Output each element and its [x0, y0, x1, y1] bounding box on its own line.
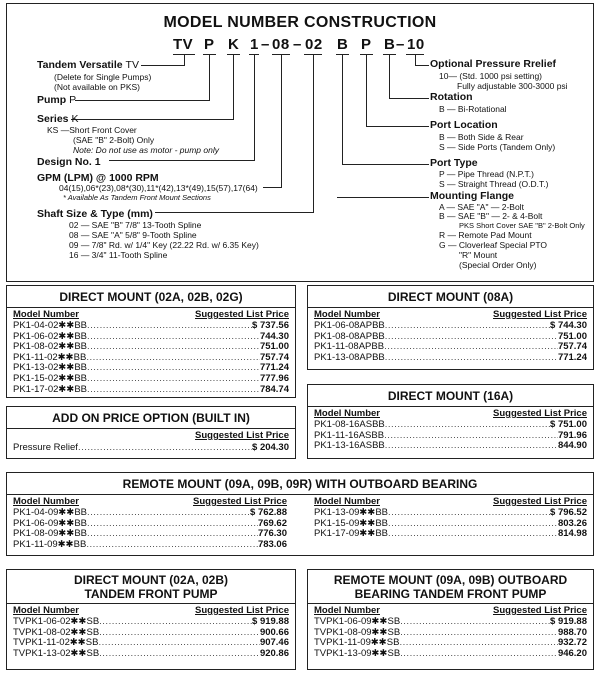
table-header-right: Model Number Suggested List Price [314, 496, 587, 507]
table-header: Model Number Suggested List Price [13, 605, 289, 616]
code-dash-1: – [261, 36, 270, 53]
shaft-line-1: 02 — SAE "B" 7/8" 13-Tooth Spline [69, 220, 202, 230]
direct-16a-title: DIRECT MOUNT (16A) [387, 389, 514, 403]
table-row: PK1-13-16ASBB ..... 844.90 [314, 441, 587, 452]
code-tv: TV [173, 36, 194, 53]
table-row: TVPK1-06-09✱✱SB ..... $ 919.88 [314, 617, 587, 628]
code-b2: B [384, 36, 396, 53]
tandem-front-title-1: DIRECT MOUNT (02A, 02B) [73, 573, 228, 587]
flange-line-6: "R" Mount [459, 250, 498, 260]
table-row: PK1-08-16ASBB ..... $ 751.00 [314, 420, 587, 431]
table-row: PK1-13-09✱✱BB ..... $ 796.52 [314, 508, 587, 519]
port-location-line-2: S — Side Ports (Tandem Only) [439, 142, 556, 152]
shaft-line-4: 16 — 3/4" 11-Tooth Spline [69, 250, 168, 260]
remote-tandem-title-2: BEARING TANDEM FRONT PUMP [354, 587, 547, 601]
table-header-left: Model Number Suggested List Price [13, 496, 287, 507]
direct-mount-panel [6, 285, 296, 398]
flange-line-3: PKS Short Cover SAE "B" 2-Bolt Only [459, 221, 585, 230]
code-08: 08 [272, 36, 290, 53]
table-row: PK1-13-08APBB ..... 771.24 [314, 353, 587, 364]
code-p2: P [361, 36, 372, 53]
table-row: PK1-06-02✱✱BB ..... 744.30 [13, 332, 289, 343]
tandem-front-title-2: TANDEM FRONT PUMP [84, 587, 218, 601]
gpm-line: 04(15),06*(23),08*(30),11*(42),13*(49),15(57),17(64) [59, 183, 258, 193]
construction-title: MODEL NUMBER CONSTRUCTION [163, 14, 437, 31]
tandem-note-2: (Not available on PKS) [54, 82, 140, 92]
table-row: PK1-08-02✱✱BB ..... 751.00 [13, 342, 289, 353]
table-row: TVPK1-06-02✱✱SB ..... $ 919.88 [13, 617, 289, 628]
table-header: Model Number Suggested List Price [13, 309, 289, 320]
direct-16a-panel [307, 384, 594, 459]
flange-line-4: R — Remote Pad Mount [439, 230, 532, 240]
table-row: Pressure Relief ..... $ 204.30 [13, 443, 289, 454]
pressure-line-1: 10— (Std. 1000 psi setting) [439, 71, 543, 81]
code-p: P [204, 36, 215, 53]
table-row: PK1-08-08APBB ..... 751.00 [314, 332, 587, 343]
table-row: PK1-06-09✱✱BB ..... 769.62 [13, 519, 287, 530]
port-location-label: Port Location [430, 119, 498, 131]
series-line-1: KS —Short Front Cover [47, 125, 137, 135]
table-row: PK1-04-09✱✱BB ..... $ 762.88 [13, 508, 287, 519]
gpm-label: GPM (LPM) @ 1000 RPM [37, 172, 159, 184]
pump-label: Pump P [37, 94, 77, 106]
add-on-title: ADD ON PRICE OPTION (BUILT IN) [52, 411, 250, 425]
port-type-line-2: S — Straight Thread (O.D.T.) [439, 179, 549, 189]
code-02: 02 [305, 36, 323, 53]
table-row: TVPK1-13-09✱✱SB ..... 946.20 [314, 649, 587, 660]
code-k: K [228, 36, 240, 53]
table-row: PK1-13-02✱✱BB ..... 771.24 [13, 363, 289, 374]
code-dash-3: – [396, 36, 405, 53]
flange-line-5: G — Cloverleaf Special PTO [439, 240, 548, 250]
direct-08a-title: DIRECT MOUNT (08A) [387, 290, 514, 304]
table-row: PK1-15-02✱✱BB ..... 777.96 [13, 374, 289, 385]
gpm-note: * Available As Tandem Front Mount Sections [63, 193, 211, 202]
remote-tandem-panel [307, 569, 594, 670]
table-header: Model Number Suggested List Price [314, 605, 587, 616]
series-line-2: (SAE "B" 2-Bolt) Only [73, 135, 155, 145]
table-row: PK1-17-02✱✱BB ..... 784.74 [13, 385, 289, 396]
table-row: PK1-08-09✱✱BB ..... 776.30 [13, 529, 287, 540]
tandem-front-panel [6, 569, 296, 670]
table-row: PK1-15-09✱✱BB ..... 803.26 [314, 519, 587, 530]
flange-line-7: (Special Order Only) [459, 260, 537, 270]
remote-mount-title: REMOTE MOUNT (09A, 09B, 09R) WITH OUTBOARD BEARING [122, 477, 478, 491]
flange-line-1: A — SAE "A" — 2-Bolt [439, 202, 524, 212]
code-b1: B [337, 36, 349, 53]
pressure-line-2: Fully adjustable 300-3000 psi [457, 81, 568, 91]
table-header: Model Number Suggested List Price [314, 309, 587, 320]
table-row: TVPK1-08-09✱✱SB ..... 988.70 [314, 628, 587, 639]
direct-08a-panel [307, 285, 594, 370]
rotation-line-1: B — Bi-Rotational [439, 104, 507, 114]
table-row: TVPK1-11-02✱✱SB ..... 907.46 [13, 638, 289, 649]
port-location-line-1: B — Both Side & Rear [439, 132, 524, 142]
shaft-line-3: 09 — 7/8" Rd. w/ 1/4" Key (22.22 Rd. w/ 6.35 Key) [69, 240, 259, 250]
rotation-label: Rotation [430, 91, 473, 103]
pressure-label: Optional Pressure Rrelief [430, 58, 557, 70]
remote-mount-panel [6, 472, 594, 556]
shaft-label: Shaft Size & Type (mm) [37, 208, 153, 220]
tandem-label: Tandem Versatile TV [37, 59, 139, 71]
table-row: PK1-11-02✱✱BB ..... 757.74 [13, 353, 289, 364]
table-row: PK1-17-09✱✱BB ..... 814.98 [314, 529, 587, 540]
table-row: PK1-11-08APBB ..... 757.74 [314, 342, 587, 353]
tandem-note-1: (Delete for Single Pumps) [54, 72, 152, 82]
code-dash-2: – [293, 36, 302, 53]
table-row: PK1-06-08APBB ..... $ 744.30 [314, 321, 587, 332]
table-row: TVPK1-11-09✱✱SB ..... 932.72 [314, 638, 587, 649]
port-type-line-1: P — Pipe Thread (N.P.T.) [439, 169, 534, 179]
flange-label: Mounting Flange [430, 190, 514, 202]
table-row: TVPK1-13-02✱✱SB ..... 920.86 [13, 649, 289, 660]
construction-panel [6, 3, 594, 282]
port-type-label: Port Type [430, 157, 478, 169]
code-10: 10 [407, 36, 425, 53]
table-row: PK1-04-02✱✱BB ..... $ 737.56 [13, 321, 289, 332]
code-1: 1 [250, 36, 259, 53]
direct-mount-title: DIRECT MOUNT (02A, 02B, 02G) [59, 290, 243, 304]
shaft-line-2: 08 — SAE "A" 5/8" 9-Tooth Spline [69, 230, 197, 240]
design-label: Design No. 1 [37, 156, 101, 168]
add-on-panel: ADD ON PRICE OPTION (BUILT IN) Suggested List Price Pressure Relief ..... $ 204.30 [6, 406, 296, 459]
series-note: Note: Do not use as motor - pump only [73, 145, 219, 155]
table-header: Model Number Suggested List Price [314, 408, 587, 419]
remote-tandem-title-1: REMOTE MOUNT (09A, 09B) OUTBOARD [333, 573, 568, 587]
table-row: PK1-11-16ASBB ..... 791.96 [314, 431, 587, 442]
flange-line-2: B — SAE "B" — 2- & 4-Bolt [439, 211, 543, 221]
table-row: TVPK1-08-02✱✱SB ..... 900.66 [13, 628, 289, 639]
table-row: PK1-11-09✱✱BB ..... 783.06 [13, 540, 287, 551]
series-label: Series K [37, 113, 79, 125]
